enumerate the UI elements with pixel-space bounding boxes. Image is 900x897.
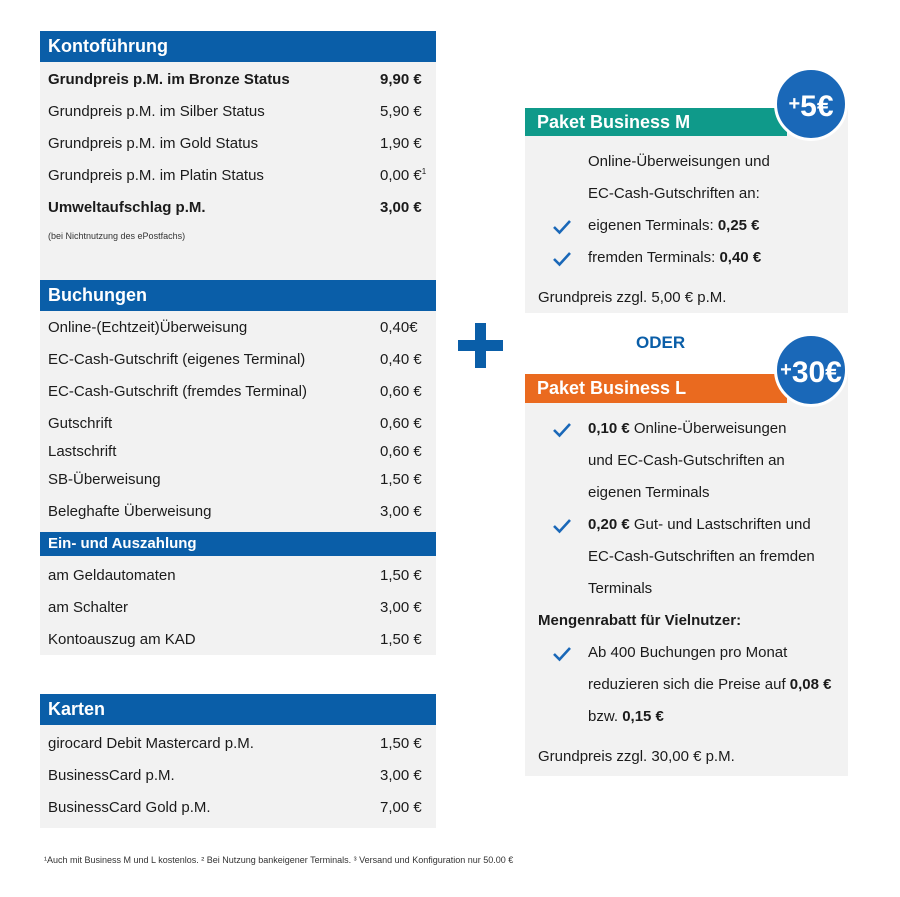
oder-label: ODER	[636, 333, 686, 352]
price-row	[48, 733, 428, 755]
item-value: 0,40 €	[719, 249, 762, 266]
badge-amount: 5€	[800, 90, 834, 123]
price-label: girocard Debit Mastercard p.M.	[48, 735, 254, 752]
paket-m-header: Paket Business M	[525, 108, 787, 136]
price-label: Beleghafte Überweisung	[48, 503, 212, 520]
price-value: 1,50 €	[380, 567, 422, 584]
paket-l-grundpreis: Grundpreis zzgl. 30,00 € p.M.	[538, 748, 735, 765]
mengen-text: bzw.	[588, 708, 623, 725]
check-icon	[552, 219, 572, 235]
price-value: 1,50 €	[380, 735, 422, 752]
price-label: Online-(Echtzeit)Überweisung	[48, 319, 248, 336]
price-label: Grundpreis p.M. im Platin Status	[48, 167, 264, 184]
price-row	[48, 797, 428, 819]
price-row	[48, 349, 428, 371]
price-value: 7,00 €	[380, 799, 422, 816]
price-value: 1,50 €	[380, 471, 422, 488]
price-label: EC-Cash-Gutschrift (eigenes Terminal)	[48, 351, 306, 368]
buchungen-header: Buchungen	[40, 280, 436, 311]
price-row	[48, 101, 428, 123]
item-value: 0,10 €	[588, 420, 630, 437]
badge-plus: +	[788, 93, 801, 115]
price-label: Gutschrift	[48, 415, 113, 432]
price-row	[48, 133, 428, 155]
price-value-text: 0,00 €	[380, 167, 422, 184]
price-row	[48, 317, 428, 339]
paket-l-item-line: EC-Cash-Gutschriften an fremden	[588, 548, 815, 565]
check-icon	[552, 251, 572, 267]
check-icon	[552, 422, 572, 438]
mengenrabatt-title: Mengenrabatt für Vielnutzer:	[538, 612, 742, 629]
price-label: Umweltaufschlag p.M.	[48, 199, 206, 216]
price-label: EC-Cash-Gutschrift (fremdes Terminal)	[48, 383, 307, 400]
price-row	[48, 413, 428, 435]
paket-l-item-line: eigenen Terminals	[588, 484, 710, 501]
price-row	[48, 597, 428, 619]
item-value: 0,20 €	[588, 516, 630, 533]
price-label: Grundpreis p.M. im Silber Status	[48, 103, 265, 120]
price-value: 3,00 €	[380, 199, 422, 216]
paket-m-item	[588, 247, 761, 269]
price-row	[48, 165, 428, 187]
item-label: Online-Überweisungen	[629, 420, 787, 437]
karten-header: Karten	[40, 694, 436, 725]
price-value: 3,00 €	[380, 599, 422, 616]
footnote-marker: 1	[421, 167, 427, 176]
price-row	[48, 501, 428, 523]
price-value: 1,90 €	[380, 135, 422, 152]
price-value: 9,90 €	[380, 71, 422, 88]
kontofuehrung-header: Kontoführung	[40, 31, 436, 62]
price-label: Lastschrift	[48, 443, 117, 460]
price-value: 5,90 €	[380, 103, 422, 120]
mengen-value: 0,08 €	[789, 676, 832, 693]
price-value: 0,60 €	[380, 443, 422, 460]
paket-m-grundpreis: Grundpreis zzgl. 5,00 € p.M.	[538, 289, 727, 306]
footnote: ¹Auch mit Business M und L kostenlos. ² Bei Nutzung bankeigener Terminals. ³ Versand und Konfiguration nur 50.00 €	[44, 855, 514, 865]
price-label: BusinessCard Gold p.M.	[48, 799, 211, 816]
price-value: 3,00 €	[380, 767, 422, 784]
price-label: am Geldautomaten	[48, 567, 176, 584]
badge-amount: 30€	[791, 356, 842, 389]
price-row	[48, 197, 428, 219]
paket-l-item	[588, 514, 811, 536]
price-value: 0,40 €	[380, 351, 422, 368]
price-value: 3,00 €	[380, 503, 422, 520]
paket-m-intro: EC-Cash-Gutschriften an:	[588, 185, 760, 202]
mengen-value: 0,15 €	[622, 708, 664, 725]
einauszahlung-header: Ein- und Auszahlung	[40, 532, 436, 556]
item-value: 0,25 €	[717, 217, 760, 234]
price-value: 0,40€	[380, 319, 418, 336]
paket-m-item	[588, 215, 760, 237]
price-row	[48, 441, 428, 463]
price-label: SB-Überweisung	[48, 471, 161, 488]
price-row	[48, 765, 428, 787]
price-value: 0,60 €	[380, 383, 422, 400]
paket-l-item-line: und EC-Cash-Gutschriften an	[588, 452, 785, 469]
price-label: Grundpreis p.M. im Bronze Status	[48, 71, 290, 88]
mengenrabatt-line	[588, 674, 832, 696]
price-label: BusinessCard p.M.	[48, 767, 175, 784]
price-label: Grundpreis p.M. im Gold Status	[48, 135, 259, 152]
paket-m-price-badge	[774, 67, 848, 141]
price-row	[48, 629, 428, 651]
plus-icon	[458, 323, 503, 368]
price-row	[48, 69, 428, 91]
price-row	[48, 381, 428, 403]
price-value: 0,60 €	[380, 415, 422, 432]
item-label: fremden Terminals:	[588, 249, 720, 266]
item-label: Gut- und Lastschriften und	[629, 516, 811, 533]
price-label: Kontoauszug am KAD	[48, 631, 196, 648]
paket-l-header: Paket Business L	[525, 374, 787, 403]
mengenrabatt-line: Ab 400 Buchungen pro Monat	[588, 644, 788, 661]
mengenrabatt-line	[588, 706, 664, 728]
price-value: 1,50 €	[380, 631, 422, 648]
check-icon	[552, 646, 572, 662]
price-row	[48, 565, 428, 587]
check-icon	[552, 518, 572, 534]
price-label: am Schalter	[48, 599, 129, 616]
epostfach-note: (bei Nichtnutzung des ePostfachs)	[48, 231, 186, 241]
item-label: eigenen Terminals:	[588, 217, 718, 234]
price-row	[48, 469, 428, 491]
paket-l-price-badge	[774, 333, 848, 407]
paket-l-item-line: Terminals	[588, 580, 653, 597]
paket-l-item	[588, 418, 786, 440]
price-value	[380, 165, 426, 187]
badge-plus: +	[780, 359, 792, 381]
paket-m-intro: Online-Überweisungen und	[588, 153, 770, 170]
mengen-text: reduzieren sich die Preise auf	[588, 676, 790, 693]
